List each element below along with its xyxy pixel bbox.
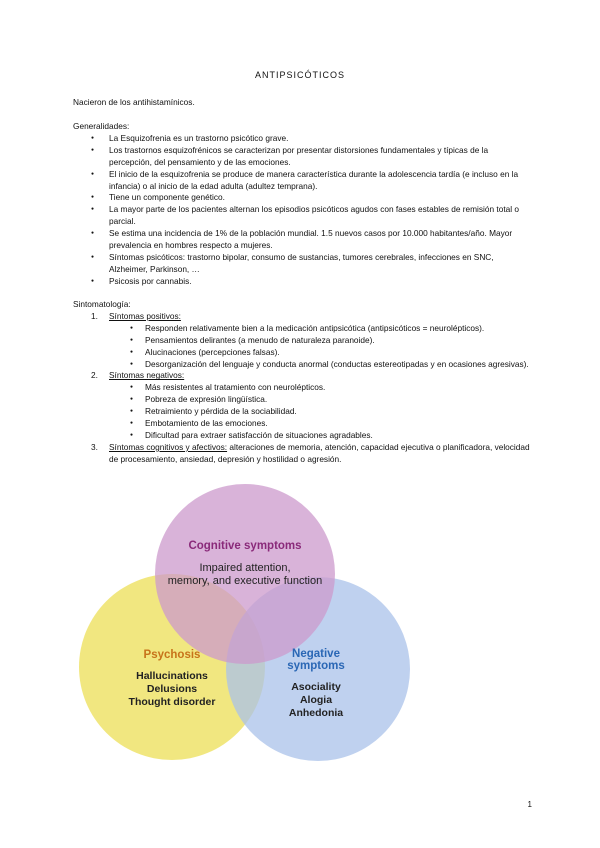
list-item: ● Retraimiento y pérdida de la sociabilidad. — [73, 406, 533, 418]
generalidades-heading: Generalidades: — [73, 121, 130, 131]
list-item: ● Desorganización del lenguaje y conducta anormal (conductas estereotipadas y en ocasiones agresivas). — [73, 359, 533, 371]
list-item: ● Embotamiento de las emociones. — [73, 418, 533, 430]
cognitive-symptoms-line2: memory, and executive function — [167, 575, 323, 587]
cognitive-symptoms-title: Cognitive symptoms — [188, 540, 302, 552]
cognitive-symptoms-line1: Impaired attention, — [199, 562, 291, 574]
cognitivos-text: alteraciones de memoria, atención, capacidad ejecutiva o planificadora, velocidad de procesamiento, ansiedad, depresión y hostilidad o agresión. — [109, 441, 530, 464]
negative-symptoms-item: Alogia — [299, 694, 333, 706]
item-number: 3. — [91, 441, 98, 452]
list-item: ● Los trastornos esquizofrénicos se caracterizan por presentar distorsiones fundamentales y típicas de la percepción, del pensamiento y de las emociones. — [73, 145, 533, 169]
psychosis-item: Delusions — [146, 683, 198, 695]
list-item: ● Dificultad para extraer satisfacción de situaciones agradables. — [73, 430, 533, 442]
list-item: ● Pobreza de expresión lingüística. — [73, 394, 533, 406]
psychosis-item: Hallucinations — [136, 670, 208, 682]
list-item: ● Alucinaciones (percepciones falsas). — [73, 347, 533, 359]
list-item: ● Síntomas psicóticos: trastorno bipolar, consumo de sustancias, tumores cerebrales, infecciones en SNC, Alzheimer, Parkinson, … — [73, 252, 533, 276]
positivos-label: Síntomas positivos: — [109, 310, 181, 321]
list-item: ● Psicosis por cannabis. — [73, 276, 533, 288]
negative-symptoms-title-line2: symptoms — [287, 660, 345, 672]
negativos-label: Síntomas negativos: — [109, 370, 185, 381]
list-item: ● Responden relativamente bien a la medicación antipsicótica (antipsicóticos = neurolépticos). — [73, 323, 533, 335]
list-item: ● La mayor parte de los pacientes alternan los episodios psicóticos agudos con fases estables de remisión total o parcial. — [73, 204, 533, 228]
psychosis-title: Psychosis — [143, 649, 201, 661]
item-number: 1. — [91, 310, 98, 321]
list-item: ● Tiene un componente genético. — [73, 192, 533, 204]
psychosis-item: Thought disorder — [128, 696, 216, 708]
negative-symptoms-title: Negative — [292, 648, 340, 660]
negative-symptoms-item: Anhedonia — [288, 707, 344, 719]
page-number: 1 — [527, 800, 532, 809]
page-title: ANTIPSICÓTICOS — [254, 70, 345, 80]
cognitive-symptoms-circle — [155, 484, 335, 664]
list-item: ● La Esquizofrenia es un trastorno psicótico grave. — [73, 133, 533, 145]
negative-symptoms-item: Asociality — [291, 681, 341, 693]
list-item: ● Más resistentes al tratamiento con neurolépticos. — [73, 382, 533, 394]
sintomatologia-heading: Sintomatología: — [73, 299, 131, 309]
list-item: ● Pensamientos delirantes (a menudo de naturaleza paranoide). — [73, 335, 533, 347]
list-item: ● Se estima una incidencia de 1% de la población mundial. 1.5 nuevos casos por 10.000 habitantes/año. Mayor prevalencia en hombres respecto a mujeres. — [73, 228, 533, 252]
list-item: ● El inicio de la esquizofrenia se produce de manera característica durante la adolescencia tardía (e incluso en la infancia) o al inicio de la edad adulta (adultez temprana). — [73, 169, 533, 193]
cognitivos-label: Síntomas cognitivos y afectivos: — [109, 441, 228, 452]
intro-text: Nacieron de los antihistamínicos. — [73, 97, 195, 107]
item-number: 2. — [91, 370, 98, 381]
